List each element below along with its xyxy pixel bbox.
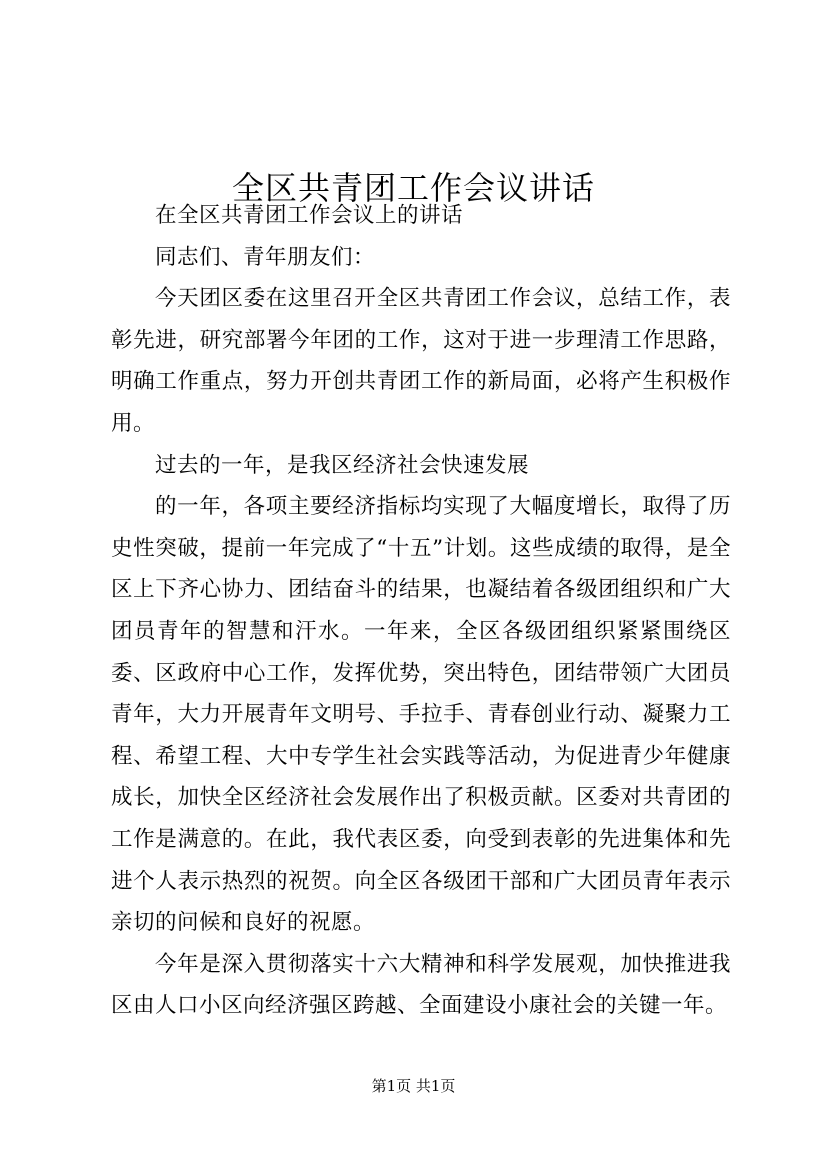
speech-heading: 在全区共青团工作会议上的讲话 [155, 203, 464, 228]
paragraph-achievements: 的一年，各项主要经济指标均实现了大幅度增长，取得了历史性突破，提前一年完成了“十五”计划。这些成绩的取得，是全区上下齐心协力、团结奋斗的结果，也凝结着各级团组织和广大团员青年的智慧和汗水。一年来，全区各级团组织紧紧围绕区委、区政府中心工作，发挥优势，突出特色，团结带领广大团员青年，大力开展青年文明号、手拉手、青春创业行动、凝聚力工程、希望工程、大中专学生社会实践等活动，为促进青少年健康成长，加快全区经济社会发展作出了积极贡献。区委对共青团的工作是满意的。在此，我代表区委，向受到表彰的先进集体和先进个人表示热烈的祝贺。向全区各级团干部和广大团员青年表示亲切的问候和良好的祝愿。 [111, 494, 731, 936]
paragraph-this-year: 今年是深入贯彻落实十六大精神和科学发展观，加快推进我区由人口小区向经济强区跨越、全面建设小康社会的关键一年。 [111, 951, 731, 1019]
paragraph-opening: 今天团区委在这里召开全区共青团工作会议，总结工作，表彰先进，研究部署今年团的工作，这对于进一步理清工作思路，明确工作重点，努力开创共青团工作的新局面，必将产生积极作用。 [111, 286, 731, 436]
document-body [111, 195, 731, 1027]
document-title: 全区共青团工作会议讲话 [231, 169, 595, 208]
salutation: 同志们、青年朋友们： [155, 244, 376, 270]
paragraph-past-year-heading: 过去的一年，是我区经济社会快速发展 [155, 452, 530, 478]
page-footer: 第1页 共1页 [371, 1077, 456, 1095]
